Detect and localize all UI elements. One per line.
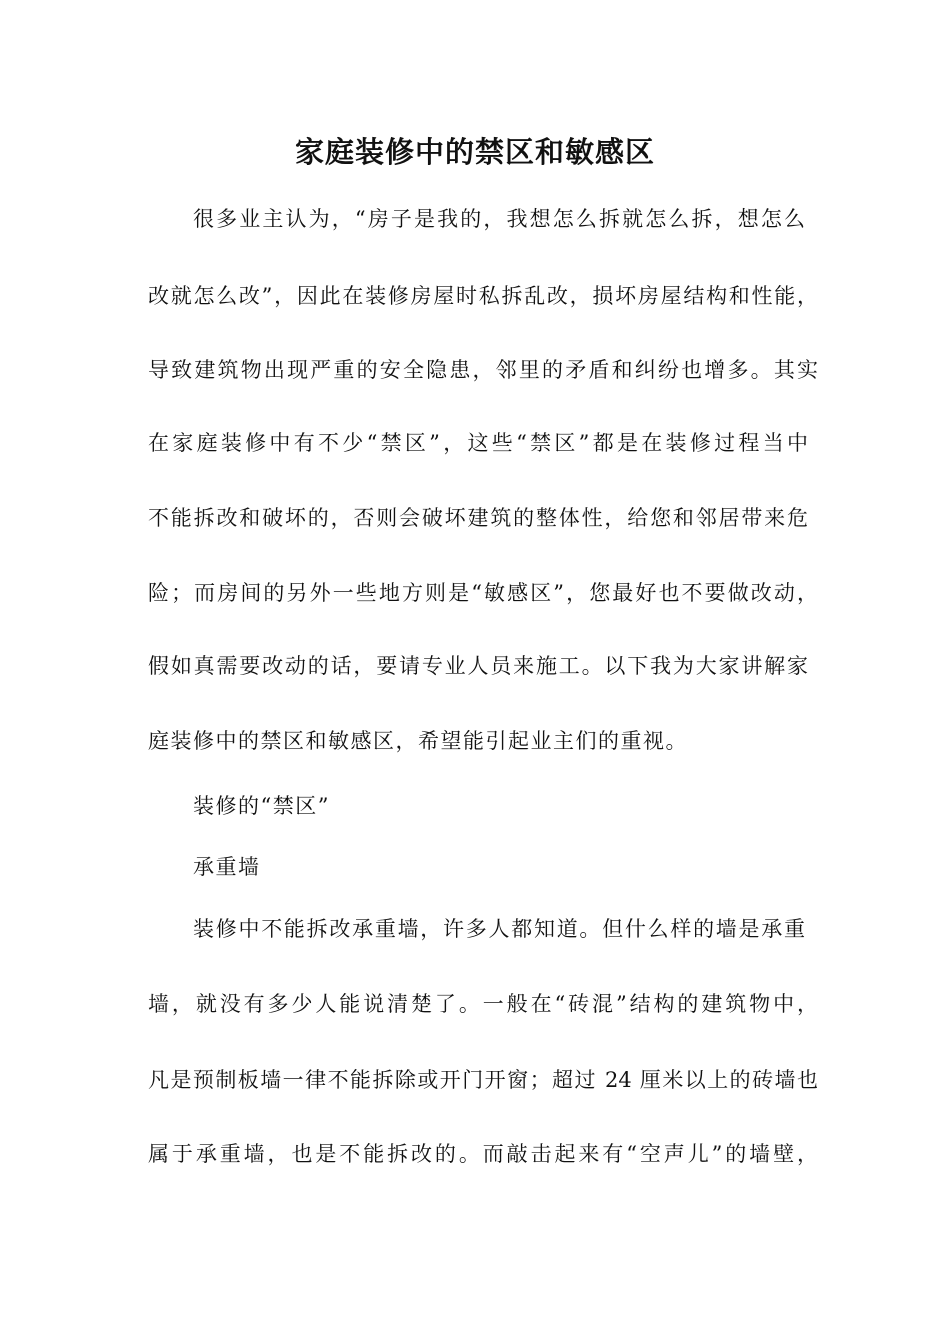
paragraph-line: 很多业主认为，“房子是我的，我想怎么拆就怎么拆，想怎么 — [193, 207, 805, 231]
paragraph-line: 假如真需要改动的话，要请专业人员来施工。以下我为大家讲解家 — [148, 654, 808, 678]
paragraph-line: 凡是预制板墙一律不能拆除或开门开窗；超过 24 厘米以上的砖墙也 — [148, 1068, 818, 1092]
paragraph-line: 险；而房间的另外一些地方则是“敏感区”，您最好也不要做改动， — [148, 581, 818, 605]
paragraph-line: 导致建筑物出现严重的安全隐患，邻里的矛盾和纠纷也增多。其实 — [148, 358, 818, 382]
section-heading: 装修的“禁区” — [193, 794, 330, 818]
paragraph-line: 墙，就没有多少人能说清楚了。一般在“砖混”结构的建筑物中， — [148, 992, 818, 1016]
paragraph-line: 改就怎么改”，因此在装修房屋时私拆乱改，损坏房屋结构和性能， — [148, 284, 818, 308]
paragraph-line: 属于承重墙，也是不能拆改的。而敲击起来有“空声儿”的墙壁， — [148, 1142, 818, 1166]
subsection-heading: 承重墙 — [193, 855, 261, 879]
document-title: 家庭装修中的禁区和敏感区 — [294, 135, 655, 169]
paragraph-line: 在家庭装修中有不少“禁区”，这些“禁区”都是在装修过程当中 — [148, 431, 808, 455]
paragraph-line: 装修中不能拆改承重墙，许多人都知道。但什么样的墙是承重 — [193, 917, 805, 941]
paragraph-line: 不能拆改和破坏的，否则会破坏建筑的整体性，给您和邻居带来危 — [148, 506, 808, 530]
paragraph-line: 庭装修中的禁区和敏感区，希望能引起业主们的重视。 — [148, 729, 688, 753]
